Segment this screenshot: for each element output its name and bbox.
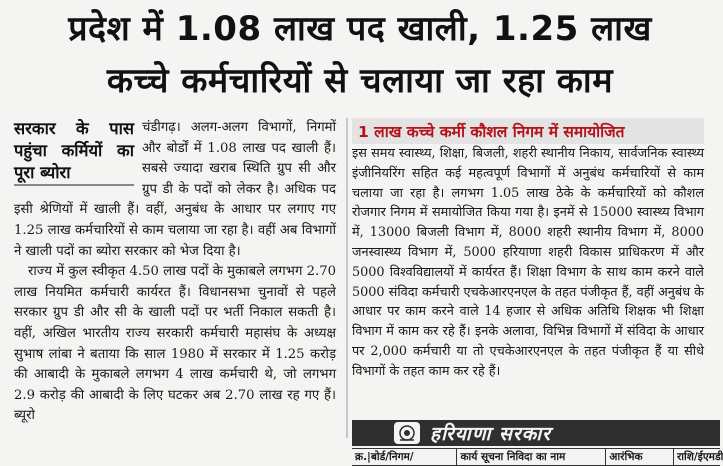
left-paragraph-1	[14, 118, 336, 262]
state-emblem-icon	[394, 422, 420, 444]
right-article-column	[352, 144, 704, 382]
left-paragraph-2: राज्य में कुल स्वीकृत 4.50 लाख पदों के मुकाबले लगभग 2.70 लाख नियमित कर्मचारी कार्यरत हैं। विधानसभा चुनावों से पहले सरकार ग्रुप डी और सी के खाली पदों पर भर्ती निकाल सकती है। वहीं, अखिल भारतीय राज्य सरकारी कर्मचारी महासंघ के अध्यक्ष सुभाष लांबा ने बताया कि साल 1980 में सरकार में 1.25 करोड़ की आबादी के मुकाबले लगभग 4 लाख कर्मचारी थे, जो लगभग 2.9 करोड़ की आबादी के लिए घटकर अब 2.70 लाख रह गए हैं। ब्यूरो	[14, 264, 336, 424]
advert-col-3: आरंभिक	[606, 449, 674, 465]
advert-col-4: राशि/ईएमडी	[677, 451, 723, 463]
advert-banner	[352, 420, 720, 446]
right-subheading: 1 लाख कच्चे कर्मी कौशल निगम में समायोजित	[352, 118, 704, 144]
advert-table-header	[352, 448, 723, 466]
advert-col-2: कार्य सूचना निविदा का नाम	[457, 449, 606, 465]
advert-title: हरियाणा सरकार	[430, 423, 551, 445]
government-advert	[352, 418, 723, 466]
left-article-column	[14, 118, 336, 427]
headline-line-1: प्रदेश में 1.08 लाख पद खाली, 1.25 लाख	[68, 9, 652, 49]
left-paragraph-1-text: चंडीगढ़। अलग-अलग विभागों, निगमों और बोर्डों में 1.08 लाख पद खाली हैं। सबसे ज्यादा खराब स्थिति ग्रुप सी और ग्रुप डी के पदों को लेकर है। अधिक पद इसी श्रेणियों में खाली हैं। वहीं, अनुबंध के आधार पर लगाए गए 1.25 लाख कर्मचारियों से काम चलाया जा रहा है। वहीं अब विभागों ने खाली पदों का ब्योरा सरकार को भेज दिया है।	[14, 120, 336, 259]
column-divider	[346, 118, 348, 438]
headline-line-2: कच्चे कर्मचारियों से चलाया जा रहा काम	[106, 61, 614, 101]
sidebox-title: सरकार के पास पहुंचा कर्मियों का पूरा ब्योरा	[14, 118, 134, 186]
right-paragraph-1: इस समय स्वास्थ्य, शिक्षा, बिजली, शहरी स्थानीय निकाय, सार्वजनिक स्वास्थ्य इंजीनियरिंग सहित कई महत्वपूर्ण विभागों में अनुबंध कर्मचारियों से काम चलाया जा रहा है। लगभग 1.05 लाख ठेके के कर्मचारियों को कौशल रोजगार निगम में समायोजित किया गया है। इनमें से 15000 स्वास्थ्य विभाग में, 13000 बिजली विभाग में, 8000 शहरी स्थानीय विभाग में, 8000 जनस्वास्थ्य विभाग में, 5000 हरियाणा शहरी विकास प्राधिकरण में और 5000 विश्वविद्यालयों में कार्यरत हैं। शिक्षा विभाग के साथ काम करने वाले 5000 संविदा कर्मचारी एचकेआरएनएल के तहत पंजीकृत हैं, वहीं अनुबंध के आधार पर काम करने वाले 14 हजार से अधिक अतिथि शिक्षक भी शिक्षा विभाग में काम कर रहे हैं। इनके अलावा, विभिन्न विभागों में संविदा के आधार पर 2,000 कर्मचारी या तो एचकेआरएनएल के तहत पंजीकृत हैं या सीधे विभागों के तहत काम कर रहे हैं।	[352, 146, 704, 379]
advert-col-1: क्र.|बोर्ड/निगम/	[352, 449, 457, 465]
